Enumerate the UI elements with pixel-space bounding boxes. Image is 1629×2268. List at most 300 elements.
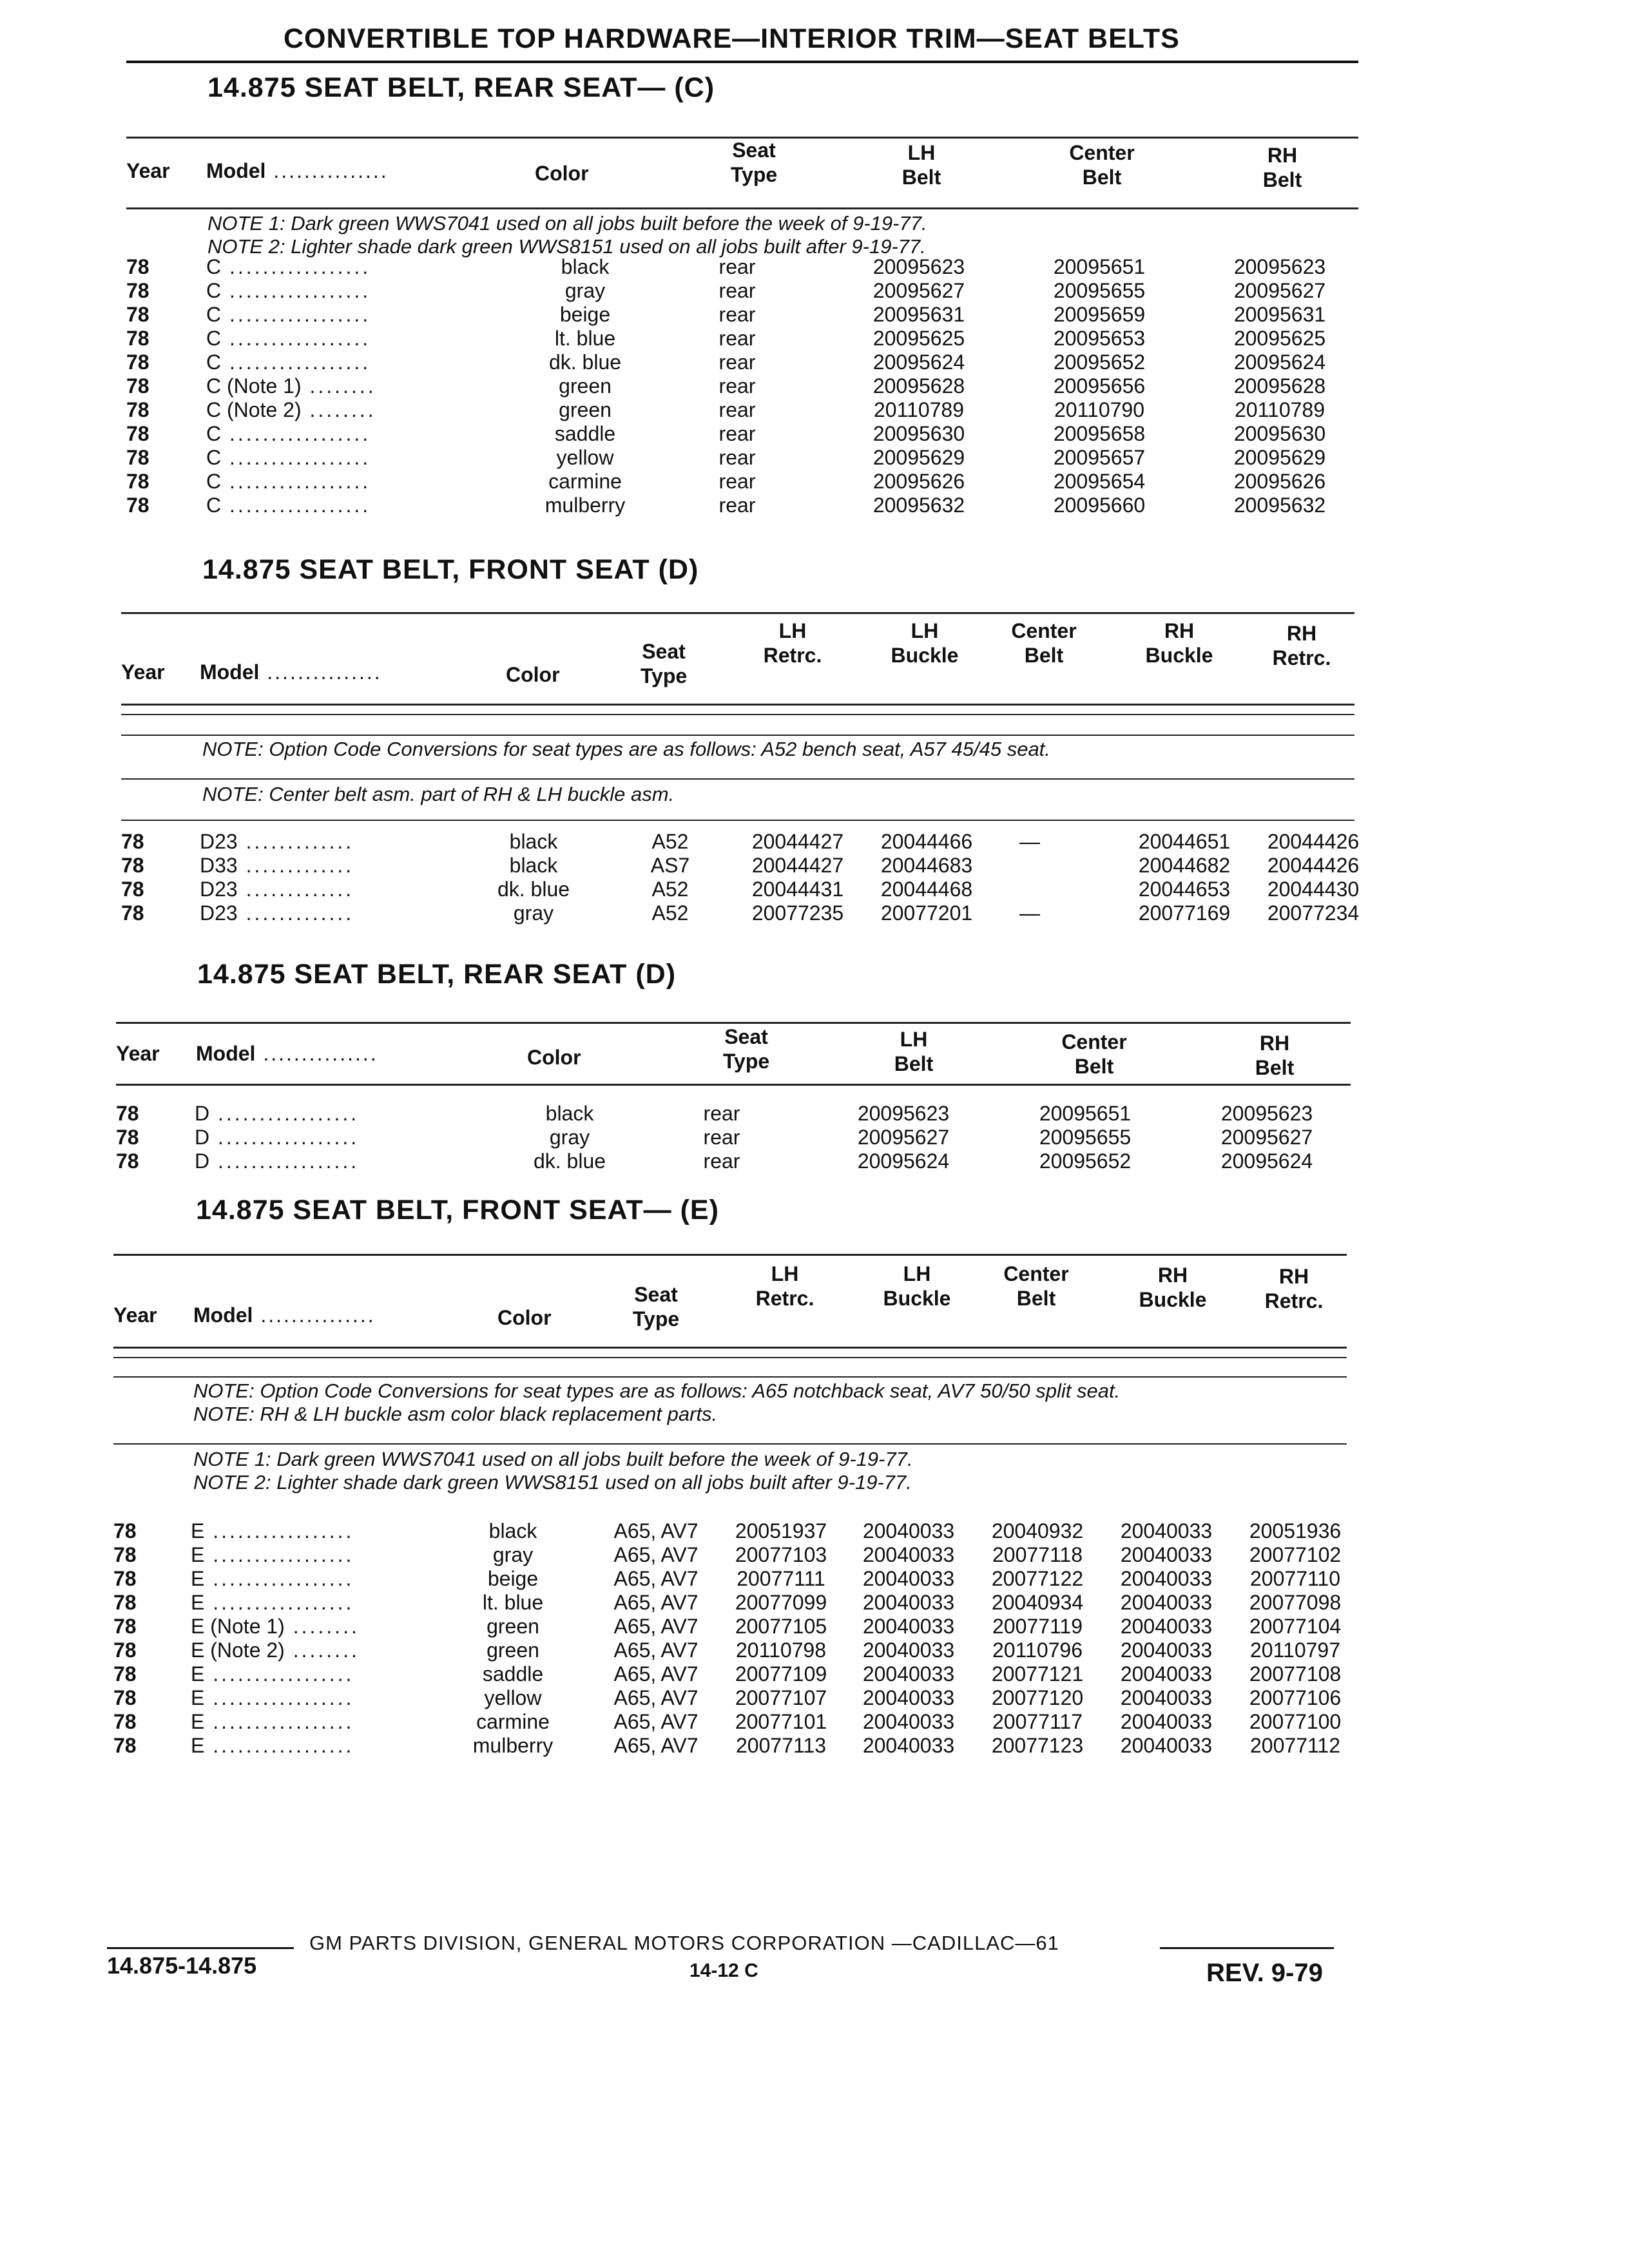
cell-model: E ................. bbox=[191, 1567, 354, 1590]
table-row bbox=[121, 901, 1365, 925]
cell-year: 78 bbox=[126, 279, 149, 302]
table-cell: 20040033 bbox=[862, 1519, 955, 1542]
table-cell: green bbox=[487, 1639, 539, 1662]
cell-year: 78 bbox=[126, 255, 149, 278]
col-header-seat-type: Seat Type bbox=[640, 640, 688, 687]
table-header-rule bbox=[126, 207, 1358, 209]
table-cell: 20077100 bbox=[1249, 1710, 1342, 1733]
table-cell: 20077105 bbox=[735, 1615, 827, 1638]
table-cell: 20095627 bbox=[1220, 1126, 1313, 1149]
table-cell: 20077169 bbox=[1138, 901, 1231, 925]
table-cell: 20040033 bbox=[862, 1543, 955, 1566]
table-row bbox=[113, 1662, 1357, 1686]
table-cell: lt. blue bbox=[554, 327, 616, 350]
table-cell: 20077099 bbox=[735, 1591, 827, 1614]
note-rule bbox=[121, 735, 1354, 736]
table-cell: rear bbox=[703, 1102, 740, 1125]
cell-model: D ................. bbox=[195, 1149, 360, 1173]
table-cell: 20077235 bbox=[751, 901, 844, 925]
table-cell: 20095628 bbox=[1233, 374, 1326, 398]
col-header-rh-belt: RH Belt bbox=[1262, 144, 1302, 191]
cell-year: 78 bbox=[113, 1734, 137, 1757]
table-cell: black bbox=[561, 255, 610, 278]
cell-year: 78 bbox=[126, 422, 149, 445]
cell-year: 78 bbox=[126, 470, 149, 493]
table-header-rule-2 bbox=[113, 1357, 1347, 1358]
note-option-code: NOTE: Option Code Conversions for seat types are as follows: A52 bench seat, A57 45/45 seat. bbox=[202, 738, 1050, 760]
table-cell: 20077104 bbox=[1249, 1615, 1342, 1638]
table-row bbox=[116, 1126, 1360, 1149]
table-cell: rear bbox=[703, 1149, 740, 1173]
note-rule bbox=[121, 778, 1354, 780]
table-row bbox=[113, 1519, 1357, 1543]
col-header-model: Model ............... bbox=[196, 1042, 378, 1065]
col-header-color: Color bbox=[535, 162, 589, 185]
table-cell: 20110789 bbox=[874, 398, 964, 421]
table-cell: 20095660 bbox=[1053, 494, 1146, 517]
table-cell: saddle bbox=[554, 422, 616, 445]
note-rule bbox=[113, 1376, 1347, 1378]
cell-year: 78 bbox=[126, 303, 149, 326]
col-header-center-belt: Center Belt bbox=[1003, 1262, 1069, 1310]
table-cell: 20095627 bbox=[872, 279, 965, 302]
table-cell: 20095653 bbox=[1053, 327, 1146, 350]
table-cell: 20095652 bbox=[1053, 351, 1146, 374]
table-cell: 20095624 bbox=[857, 1149, 950, 1173]
col-header-year: Year bbox=[126, 159, 170, 182]
col-header-color: Color bbox=[497, 1306, 552, 1329]
table-cell: A52 bbox=[651, 878, 689, 901]
table-cell: yellow bbox=[484, 1686, 542, 1709]
table-cell: carmine bbox=[476, 1710, 550, 1733]
table-cell: 20044651 bbox=[1138, 830, 1231, 853]
table-cell: 20077109 bbox=[735, 1662, 827, 1686]
col-header-rh-retrc: RH Retrc. bbox=[1264, 1265, 1324, 1312]
table-cell: 20095624 bbox=[1233, 351, 1326, 374]
table-cell: A65, AV7 bbox=[613, 1710, 699, 1733]
cell-model: C ................. bbox=[206, 327, 371, 350]
table-cell: 20077108 bbox=[1249, 1662, 1342, 1686]
col-header-lh-retrc: LH Retrc. bbox=[763, 619, 822, 667]
table-row bbox=[126, 374, 1370, 398]
cell-model: E (Note 2) ........ bbox=[191, 1639, 360, 1662]
table-row bbox=[126, 446, 1370, 470]
table-cell: 20095632 bbox=[1233, 494, 1326, 517]
table-cell: 20095623 bbox=[857, 1102, 950, 1125]
table-cell: gray bbox=[492, 1543, 534, 1566]
col-header-lh-belt: LH Belt bbox=[894, 1028, 934, 1075]
table-row bbox=[113, 1591, 1357, 1615]
col-header-year: Year bbox=[116, 1042, 160, 1065]
cell-year: 78 bbox=[113, 1686, 137, 1709]
cell-model: D23 ............. bbox=[200, 878, 354, 901]
table-cell: 20044466 bbox=[880, 830, 973, 853]
table-cell: 20040033 bbox=[1120, 1591, 1213, 1614]
header-rule bbox=[126, 61, 1358, 63]
table-cell: 20095626 bbox=[872, 470, 965, 493]
table-cell: 20040033 bbox=[1120, 1543, 1213, 1566]
col-header-seat-type: Seat Type bbox=[632, 1283, 680, 1331]
col-header-color: Color bbox=[527, 1046, 581, 1069]
table-cell: A65, AV7 bbox=[613, 1543, 699, 1566]
table-row bbox=[126, 398, 1370, 422]
cell-model: D33 ............. bbox=[200, 854, 354, 877]
note-buckle-color: NOTE: RH & LH buckle asm color black replacement parts. bbox=[193, 1403, 718, 1425]
table-cell: dk. blue bbox=[533, 1149, 606, 1173]
table-cell: 20095652 bbox=[1039, 1149, 1132, 1173]
table-row bbox=[126, 470, 1370, 494]
col-header-center-belt: Center Belt bbox=[1061, 1030, 1127, 1078]
table-cell: 20110789 bbox=[1235, 398, 1325, 421]
cell-year: 78 bbox=[113, 1567, 137, 1590]
cell-model: D ................. bbox=[195, 1102, 360, 1125]
col-header-lh-buckle: LH Buckle bbox=[883, 1262, 951, 1310]
table-cell: 20040033 bbox=[862, 1686, 955, 1709]
note-center-belt: NOTE: Center belt asm. part of RH & LH buckle asm. bbox=[202, 783, 675, 805]
table-cell: 20077103 bbox=[735, 1543, 827, 1566]
col-header-rh-retrc: RH Retrc. bbox=[1272, 622, 1331, 669]
table-cell: A65, AV7 bbox=[613, 1591, 699, 1614]
table-cell: 20044683 bbox=[880, 854, 973, 877]
table-cell: 20051936 bbox=[1249, 1519, 1342, 1542]
table-cell: lt. blue bbox=[482, 1591, 544, 1614]
table-cell: 20095629 bbox=[1233, 446, 1326, 469]
cell-year: 78 bbox=[126, 398, 149, 421]
col-header-lh-buckle: LH Buckle bbox=[891, 619, 959, 667]
table-cell: 20044430 bbox=[1267, 878, 1360, 901]
cell-year: 78 bbox=[121, 901, 144, 925]
cell-year: 78 bbox=[113, 1543, 137, 1566]
cell-year: 78 bbox=[126, 446, 149, 469]
cell-model: D ................. bbox=[195, 1126, 360, 1149]
cell-year: 78 bbox=[116, 1102, 139, 1125]
table-cell: 20095625 bbox=[1233, 327, 1326, 350]
table-row bbox=[113, 1543, 1357, 1567]
table-cell: 20040033 bbox=[862, 1615, 955, 1638]
table-cell: 20095659 bbox=[1053, 303, 1146, 326]
table-cell: 20095627 bbox=[1233, 279, 1326, 302]
table-cell: 20040033 bbox=[1120, 1662, 1213, 1686]
footer-revision: REV. 9-79 bbox=[1206, 1959, 1323, 1987]
footer-section-range: 14.875-14.875 bbox=[107, 1952, 257, 1979]
col-header-lh-belt: LH Belt bbox=[901, 141, 941, 189]
table-row bbox=[113, 1615, 1357, 1639]
cell-year: 78 bbox=[116, 1149, 139, 1173]
table-cell: 20077098 bbox=[1249, 1591, 1342, 1614]
table-cell: 20110796 bbox=[992, 1639, 1083, 1662]
footer-rule-left bbox=[107, 1947, 294, 1949]
table-cell: 20095651 bbox=[1039, 1102, 1132, 1125]
col-header-seat-type: Seat Type bbox=[722, 1025, 770, 1073]
table-cell: 20044426 bbox=[1267, 830, 1360, 853]
col-header-center-belt: Center Belt bbox=[1069, 141, 1135, 189]
footer-rule-right bbox=[1160, 1947, 1334, 1949]
cell-model: E (Note 1) ........ bbox=[191, 1615, 360, 1638]
table-cell: 20044431 bbox=[751, 878, 844, 901]
table-cell: 20095629 bbox=[872, 446, 965, 469]
section-title-rear-seat-d: 14.875 SEAT BELT, REAR SEAT (D) bbox=[197, 959, 677, 990]
table-cell: 20040033 bbox=[862, 1662, 955, 1686]
table-cell: 20110790 bbox=[1054, 398, 1144, 421]
table-cell: 20095658 bbox=[1053, 422, 1146, 445]
table-cell: 20044427 bbox=[751, 830, 844, 853]
table-cell: 20077106 bbox=[1249, 1686, 1342, 1709]
table-row bbox=[126, 422, 1370, 446]
section-title-rear-seat-c: 14.875 SEAT BELT, REAR SEAT— (C) bbox=[207, 72, 715, 103]
table-cell: 20040033 bbox=[1120, 1519, 1213, 1542]
col-header-lh-retrc: LH Retrc. bbox=[755, 1262, 815, 1310]
table-header-rule bbox=[116, 1084, 1351, 1086]
cell-model: D23 ............. bbox=[200, 901, 354, 925]
col-header-rh-belt: RH Belt bbox=[1255, 1032, 1295, 1079]
table-cell: 20040033 bbox=[1120, 1686, 1213, 1709]
table-header-rule bbox=[121, 704, 1354, 706]
table-cell: 20077110 bbox=[1250, 1567, 1340, 1590]
table-cell: 20095651 bbox=[1053, 255, 1146, 278]
note-rule bbox=[121, 820, 1354, 821]
table-cell: 20040934 bbox=[991, 1591, 1084, 1614]
note-2: NOTE 2: Lighter shade dark green WWS8151 used on all jobs built after 9-19-77. bbox=[193, 1471, 912, 1494]
table-cell: 20095657 bbox=[1053, 446, 1146, 469]
table-cell: gray bbox=[513, 901, 554, 925]
table-cell: A65, AV7 bbox=[613, 1686, 699, 1709]
cell-year: 78 bbox=[113, 1615, 137, 1638]
table-cell: rear bbox=[718, 470, 756, 493]
cell-model: C ................. bbox=[206, 494, 371, 517]
table-cell: rear bbox=[718, 374, 756, 398]
table-cell: 20095631 bbox=[872, 303, 965, 326]
cell-model: C ................. bbox=[206, 279, 371, 302]
table-cell: 20077119 bbox=[992, 1615, 1083, 1638]
table-row bbox=[121, 854, 1365, 878]
cell-model: C ................. bbox=[206, 303, 371, 326]
table-cell: dk. blue bbox=[548, 351, 622, 374]
table-top-rule bbox=[116, 1022, 1351, 1024]
cell-model: C ................. bbox=[206, 255, 371, 278]
table-row bbox=[113, 1686, 1357, 1710]
table-cell: 20095624 bbox=[1220, 1149, 1313, 1173]
cell-year: 78 bbox=[113, 1591, 137, 1614]
table-cell: rear bbox=[718, 398, 756, 421]
table-cell: 20044426 bbox=[1267, 854, 1360, 877]
table-row bbox=[116, 1149, 1360, 1173]
cell-model: E ................. bbox=[191, 1591, 354, 1614]
table-cell: 20095623 bbox=[1220, 1102, 1313, 1125]
cell-model: D23 ............. bbox=[200, 830, 354, 853]
cell-model: E ................. bbox=[191, 1519, 354, 1542]
table-cell: black bbox=[509, 830, 558, 853]
table-cell: black bbox=[488, 1519, 537, 1542]
table-cell: 20095631 bbox=[1233, 303, 1326, 326]
table-header-rule-2 bbox=[121, 714, 1354, 715]
cell-model: E ................. bbox=[191, 1734, 354, 1757]
table-cell: 20040033 bbox=[1120, 1734, 1213, 1757]
note-rule bbox=[113, 1443, 1347, 1445]
cell-year: 78 bbox=[121, 878, 144, 901]
table-row bbox=[113, 1734, 1357, 1758]
cell-model: C ................. bbox=[206, 351, 371, 374]
table-row bbox=[113, 1710, 1357, 1734]
table-cell: 20040033 bbox=[862, 1639, 955, 1662]
table-cell: 20095630 bbox=[1233, 422, 1326, 445]
table-cell: 20044682 bbox=[1138, 854, 1231, 877]
table-cell: A65, AV7 bbox=[613, 1662, 699, 1686]
section-title-front-seat-d: 14.875 SEAT BELT, FRONT SEAT (D) bbox=[202, 554, 699, 585]
cell-year: 78 bbox=[126, 327, 149, 350]
table-cell: beige bbox=[559, 303, 611, 326]
table-cell: 20077117 bbox=[992, 1710, 1083, 1733]
col-header-model: Model ............... bbox=[193, 1303, 376, 1327]
table-cell: 20095623 bbox=[872, 255, 965, 278]
table-cell: A65, AV7 bbox=[613, 1639, 699, 1662]
table-row bbox=[126, 327, 1370, 351]
cell-model: E ................. bbox=[191, 1662, 354, 1686]
cell-model: C ................. bbox=[206, 470, 371, 493]
table-cell: 20040033 bbox=[1120, 1639, 1213, 1662]
cell-model: C (Note 1) ........ bbox=[206, 374, 376, 398]
table-cell: beige bbox=[487, 1567, 539, 1590]
col-header-year: Year bbox=[121, 660, 165, 684]
table-cell: mulberry bbox=[472, 1734, 554, 1757]
table-cell: mulberry bbox=[545, 494, 626, 517]
table-cell: — bbox=[1019, 901, 1040, 925]
table-cell: 20095656 bbox=[1053, 374, 1146, 398]
table-cell: A65, AV7 bbox=[613, 1615, 699, 1638]
table-cell: 20095623 bbox=[1233, 255, 1326, 278]
col-header-rh-buckle: RH Buckle bbox=[1139, 1264, 1207, 1311]
table-row bbox=[126, 279, 1370, 303]
table-cell: 20040033 bbox=[862, 1567, 955, 1590]
cell-year: 78 bbox=[126, 351, 149, 374]
table-cell: 20095626 bbox=[1233, 470, 1326, 493]
table-cell: A52 bbox=[651, 901, 689, 925]
note-1: NOTE 1: Dark green WWS7041 used on all jobs built before the week of 9-19-77. bbox=[193, 1448, 913, 1470]
cell-year: 78 bbox=[121, 830, 144, 853]
table-cell: dk. blue bbox=[497, 878, 570, 901]
table-cell: 20077122 bbox=[991, 1567, 1084, 1590]
table-cell: 20040033 bbox=[862, 1734, 955, 1757]
cell-year: 78 bbox=[126, 374, 149, 398]
table-row bbox=[126, 494, 1370, 517]
table-cell: 20095630 bbox=[872, 422, 965, 445]
cell-year: 78 bbox=[113, 1639, 137, 1662]
section-title-front-seat-e: 14.875 SEAT BELT, FRONT SEAT— (E) bbox=[196, 1195, 719, 1225]
footer-corporation: GM PARTS DIVISION, GENERAL MOTORS CORPORATION —CADILLAC—61 bbox=[309, 1932, 1059, 1954]
table-cell: 20040033 bbox=[862, 1591, 955, 1614]
table-cell: 20044427 bbox=[751, 854, 844, 877]
table-row bbox=[126, 351, 1370, 374]
note-2: NOTE 2: Lighter shade dark green WWS8151 used on all jobs built after 9-19-77. bbox=[207, 235, 926, 258]
table-cell: 20110797 bbox=[1250, 1639, 1340, 1662]
table-cell: rear bbox=[718, 494, 756, 517]
table-cell: A52 bbox=[651, 830, 689, 853]
cell-model: E ................. bbox=[191, 1686, 354, 1709]
table-cell: AS7 bbox=[650, 854, 690, 877]
table-cell: 20077123 bbox=[991, 1734, 1084, 1757]
table-cell: 20044653 bbox=[1138, 878, 1231, 901]
table-cell: rear bbox=[718, 446, 756, 469]
table-cell: 20040932 bbox=[991, 1519, 1084, 1542]
table-cell: saddle bbox=[482, 1662, 544, 1686]
table-cell: 20077101 bbox=[735, 1710, 827, 1733]
table-cell: 20077113 bbox=[736, 1734, 826, 1757]
col-header-rh-buckle: RH Buckle bbox=[1145, 619, 1213, 667]
cell-year: 78 bbox=[113, 1662, 137, 1686]
cell-year: 78 bbox=[126, 494, 149, 517]
table-cell: green bbox=[559, 398, 612, 421]
table-cell: yellow bbox=[556, 446, 614, 469]
table-cell: rear bbox=[718, 303, 756, 326]
table-row bbox=[126, 255, 1370, 279]
footer-page-number: 14-12 C bbox=[689, 1960, 758, 1981]
table-row bbox=[113, 1639, 1357, 1662]
table-cell: 20040033 bbox=[1120, 1615, 1213, 1638]
table-row bbox=[121, 830, 1365, 854]
table-cell: gray bbox=[564, 279, 606, 302]
cell-model: C (Note 2) ........ bbox=[206, 398, 376, 421]
table-cell: 20044468 bbox=[880, 878, 973, 901]
table-cell: rear bbox=[703, 1126, 740, 1149]
col-header-model: Model ............... bbox=[200, 660, 382, 684]
cell-year: 78 bbox=[113, 1519, 137, 1542]
table-cell: 20095654 bbox=[1053, 470, 1146, 493]
col-header-color: Color bbox=[506, 663, 560, 686]
table-cell: 20095625 bbox=[872, 327, 965, 350]
table-cell: 20077201 bbox=[880, 901, 973, 925]
cell-model: C ................. bbox=[206, 422, 371, 445]
table-cell: rear bbox=[718, 327, 756, 350]
table-cell: 20077120 bbox=[991, 1686, 1084, 1709]
table-cell: 20095628 bbox=[872, 374, 965, 398]
table-cell: 20095632 bbox=[872, 494, 965, 517]
table-cell: A65, AV7 bbox=[613, 1567, 699, 1590]
col-header-model: Model ............... bbox=[206, 159, 389, 182]
table-cell: green bbox=[487, 1615, 539, 1638]
table-cell: A65, AV7 bbox=[613, 1519, 699, 1542]
table-header-rule bbox=[113, 1347, 1347, 1349]
table-top-rule bbox=[113, 1254, 1347, 1256]
cell-year: 78 bbox=[113, 1710, 137, 1733]
table-cell: rear bbox=[718, 422, 756, 445]
table-cell: rear bbox=[718, 255, 756, 278]
table-cell: carmine bbox=[548, 470, 622, 493]
col-header-seat-type: Seat Type bbox=[730, 139, 778, 186]
table-cell: 20077118 bbox=[992, 1543, 1083, 1566]
table-cell: 20040033 bbox=[862, 1710, 955, 1733]
page-title: CONVERTIBLE TOP HARDWARE—INTERIOR TRIM—SEAT BELTS bbox=[284, 23, 1180, 54]
table-cell: 20077102 bbox=[1249, 1543, 1342, 1566]
cell-model: E ................. bbox=[191, 1543, 354, 1566]
table-cell: 20095655 bbox=[1053, 279, 1146, 302]
table-top-rule bbox=[121, 612, 1354, 614]
col-header-center-belt: Center Belt bbox=[1011, 619, 1077, 667]
table-cell: 20077107 bbox=[735, 1686, 827, 1709]
table-cell: 20077112 bbox=[1250, 1734, 1340, 1757]
table-row bbox=[126, 303, 1370, 327]
table-row bbox=[116, 1102, 1360, 1126]
table-cell: 20110798 bbox=[736, 1639, 826, 1662]
table-cell: 20095627 bbox=[857, 1126, 950, 1149]
table-cell: 20095624 bbox=[872, 351, 965, 374]
table-cell: 20040033 bbox=[1120, 1710, 1213, 1733]
cell-year: 78 bbox=[121, 854, 144, 877]
table-cell: rear bbox=[718, 279, 756, 302]
cell-year: 78 bbox=[116, 1126, 139, 1149]
col-header-year: Year bbox=[113, 1303, 157, 1327]
table-row bbox=[113, 1567, 1357, 1591]
note-1: NOTE 1: Dark green WWS7041 used on all jobs built before the week of 9-19-77. bbox=[207, 212, 927, 235]
table-cell: rear bbox=[718, 351, 756, 374]
